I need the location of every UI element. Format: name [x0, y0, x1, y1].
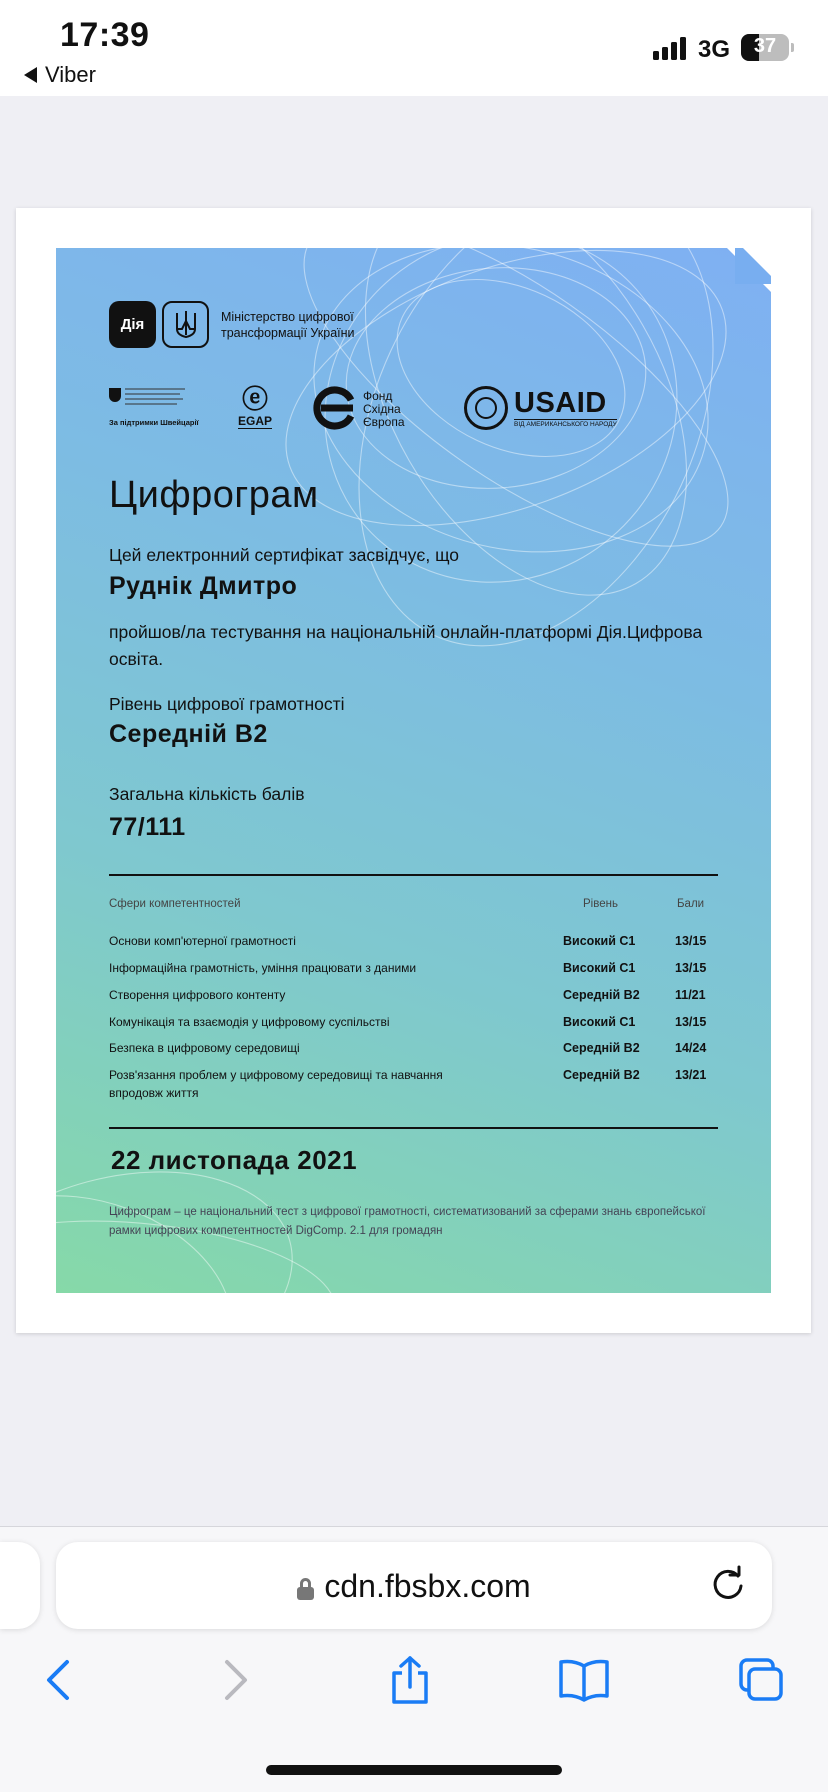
signal-strength-icon [653, 36, 686, 60]
row-score: 14/24 [675, 1041, 707, 1055]
back-triangle-icon [24, 67, 37, 83]
row-score: 11/21 [675, 988, 706, 1002]
swiss-confederation-lines [125, 386, 215, 411]
url-text: cdn.fbsbx.com [324, 1568, 531, 1604]
certifies-text: Цей електронний сертифікат засвідчує, що [109, 545, 460, 565]
lock-icon [297, 1578, 314, 1600]
previous-tab-peek[interactable] [0, 1542, 40, 1629]
row-area: Основи комп'ютерної грамотності [109, 934, 296, 948]
row-score: 13/15 [675, 934, 707, 948]
corner-fold-icon [727, 248, 771, 292]
partner-logos [109, 386, 669, 436]
back-app-label: Viber [45, 62, 96, 87]
network-type: 3G [698, 36, 731, 63]
ministry-logo-block [109, 301, 391, 348]
back-to-app-link[interactable] [24, 62, 96, 88]
usaid-logo [464, 386, 617, 430]
table-header-area: Сфери компетентностей [109, 898, 241, 910]
usaid-seal-icon [464, 386, 508, 430]
row-area: Безпека в цифровому середовищі [109, 1041, 300, 1055]
table-header-score: Бали [677, 898, 705, 910]
reload-icon[interactable] [708, 1564, 748, 1604]
certificate-footnote: Цифрограм – це національний тест з цифрової грамотності, систематизований за сферами знань європейської рамки цифрових компетентностей DigComp. 2.1 для громадян [109, 1206, 706, 1237]
row-area: Комунікація та взаємодія у цифровому суспільстві [109, 1015, 390, 1029]
row-level: Середній B2 [563, 988, 640, 1002]
swiss-support-label: За підтримки Швейцарії [109, 418, 199, 427]
row-score: 13/21 [675, 1068, 707, 1082]
egap-e-icon: ⓔ [241, 384, 268, 414]
battery-tip [791, 43, 794, 52]
back-icon [43, 1658, 73, 1702]
tabs-button[interactable] [731, 1650, 791, 1710]
trident-icon [162, 301, 209, 348]
row-area: Інформаційна грамотність, уміння працювати з даними [109, 961, 417, 975]
share-icon [388, 1655, 432, 1705]
certificate [56, 248, 771, 1293]
address-bar[interactable] [56, 1542, 772, 1629]
divider [109, 1127, 718, 1129]
level-label: Рівень цифрової грамотності [109, 694, 345, 714]
row-level: Високий C1 [563, 961, 636, 975]
fse-label: Фонд Східна Європа [363, 388, 405, 429]
level-value: Середній B2 [109, 720, 268, 748]
swiss-flag-icon [109, 388, 121, 402]
home-indicator[interactable] [266, 1765, 562, 1775]
diia-logo: Дія [109, 301, 156, 348]
table-header-level: Рівень [583, 898, 618, 910]
row-level: Середній B2 [563, 1068, 640, 1082]
certificate-title: Цифрограм [109, 474, 319, 516]
person-name: Руднік Дмитро [109, 572, 298, 600]
row-area: Створення цифрового контенту [109, 988, 286, 1002]
forward-button[interactable] [206, 1650, 266, 1710]
usaid-label: USAID [514, 387, 607, 419]
score-label: Загальна кількість балів [109, 784, 305, 804]
row-area: Розв'язання проблем у цифровому середовищі та навчання впродовж життя [109, 1068, 443, 1100]
row-score: 13/15 [675, 961, 707, 975]
row-level: Високий C1 [563, 1015, 636, 1029]
usaid-sub-label: ВІД АМЕРИКАНСЬКОГО НАРОДУ [514, 421, 617, 428]
browser-toolbar [0, 1650, 828, 1710]
score-value: 77/111 [109, 813, 186, 841]
fse-mark-icon [313, 386, 357, 432]
forward-icon [221, 1658, 251, 1702]
divider [109, 874, 718, 876]
status-time: 17:39 [60, 16, 150, 54]
status-bar [0, 0, 828, 96]
battery-icon [741, 34, 789, 61]
battery-level: 37 [753, 35, 777, 57]
bookmarks-button[interactable] [554, 1650, 614, 1710]
passed-text: пройшов/ла тестування на національній онлайн-платформі Дія.Цифрова освіта. [109, 622, 703, 669]
certificate-date: 22 листопада 2021 [111, 1145, 358, 1175]
egap-label: EGAP [237, 414, 272, 428]
fse-logo [313, 386, 423, 432]
ministry-name: Міністерство цифрової трансформації України [221, 309, 355, 340]
back-button[interactable] [28, 1650, 88, 1710]
tabs-icon [737, 1656, 785, 1704]
row-score: 13/15 [675, 1015, 707, 1029]
row-level: Високий C1 [563, 934, 636, 948]
share-button[interactable] [380, 1650, 440, 1710]
row-level: Середній B2 [563, 1041, 640, 1055]
egap-logo [233, 386, 277, 430]
bookmarks-icon [558, 1658, 610, 1702]
